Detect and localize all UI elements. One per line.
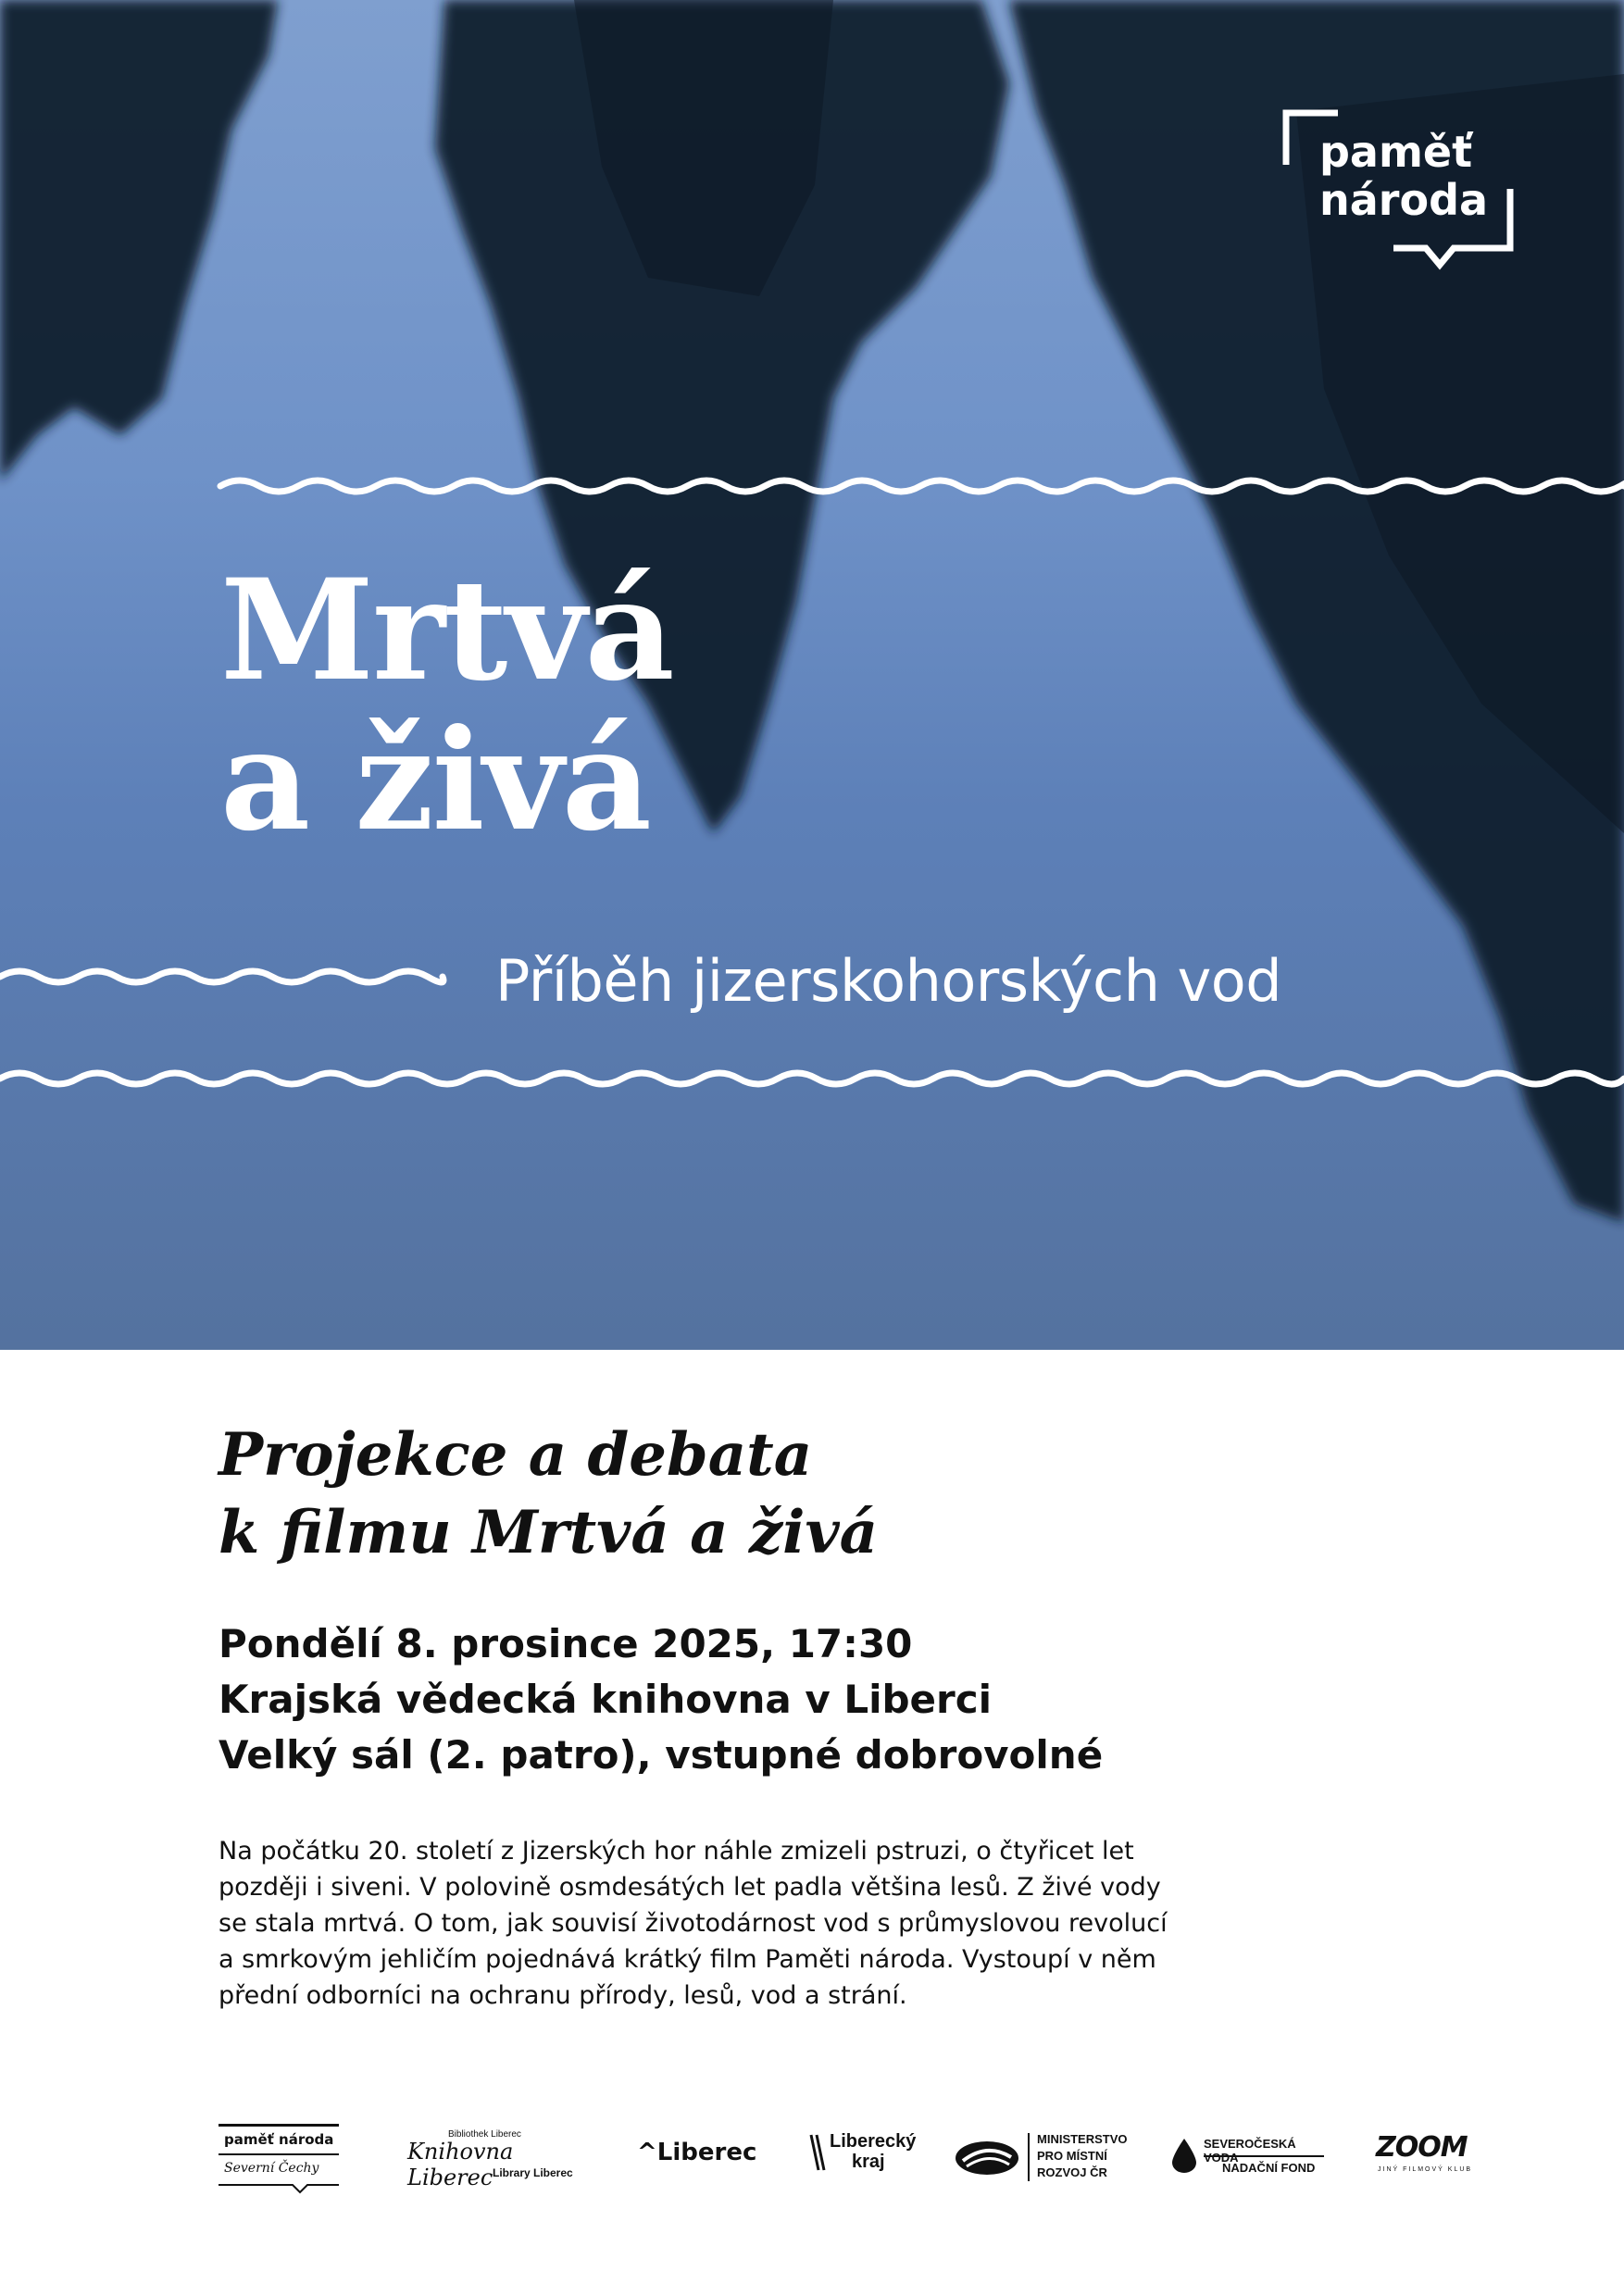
event-venue: Krajská vědecká knihovna v Liberci — [219, 1677, 993, 1722]
title-line-2: a živá — [220, 699, 650, 862]
partner-mmr-line-3: ROZVOJ ČR — [1037, 2165, 1107, 2179]
partner-knihovna-sub: Library Liberec — [493, 2166, 573, 2179]
kraj-mark-icon — [809, 2133, 828, 2174]
logo-line-1: paměť — [1319, 127, 1473, 177]
partner-pamet-naroda — [219, 2124, 339, 2198]
partner-kraj-line-1: Liberecký — [830, 2131, 917, 2152]
description-line: se stala mrtvá. O tom, jak souvisí životodárnost vod s průmyslovou revolucí — [219, 1909, 1168, 1938]
partner-mmr-line-2: PRO MÍSTNÍ — [1037, 2149, 1107, 2163]
partner-svs-line-2: NADAČNÍ FOND — [1222, 2161, 1316, 2175]
event-room: Velký sál (2. patro), vstupné dobrovolné — [219, 1732, 1104, 1778]
water-drop-icon — [1170, 2137, 1198, 2174]
wave-line-middle — [0, 971, 443, 982]
description-line: později i siveni. V polovině osmdesátých let padla většina lesů. Z živé vody — [219, 1873, 1161, 1902]
partner-knihovna-liberec — [407, 2129, 583, 2190]
logo-line-2: národa — [1319, 175, 1489, 225]
description-line: Na počátku 20. století z Jizerských hor náhle zmizeli pstruzi, o čtyřicet let — [219, 1837, 1134, 1866]
partner-mmr-line-1: MINISTERSTVO — [1037, 2132, 1128, 2146]
event-date-time: Pondělí 8. prosince 2025, 17:30 — [219, 1621, 913, 1666]
partner-knihovna-small: Bibliothek Liberec — [448, 2129, 521, 2140]
subtitle: Příběh jizerskohorských vod — [495, 947, 1282, 1015]
event-title-line-2: k filmu Mrtvá a živá — [219, 1498, 879, 1567]
partner-logos — [0, 2111, 1624, 2203]
partner-mmr — [954, 2128, 1148, 2189]
wave-line-top — [220, 480, 1624, 492]
partner-pamet-line-1: paměť národa — [224, 2131, 334, 2148]
event-title — [219, 1416, 878, 1572]
partner-liberec: ^Liberec — [637, 2139, 757, 2166]
partner-zoom-sub: JINÝ FILMOVÝ KLUB — [1378, 2166, 1473, 2173]
partner-liberecky-kraj — [809, 2129, 920, 2185]
title-line-1: Mrtvá — [220, 549, 673, 712]
event-info — [219, 1616, 1103, 1783]
partner-severoceska-voda — [1170, 2131, 1328, 2187]
mmr-emblem-icon — [954, 2137, 1020, 2179]
description-line: a smrkovým jehličím pojednává krátký film Paměti národa. Vystoupí v něm — [219, 1945, 1156, 1974]
partner-zoom — [1376, 2131, 1489, 2187]
partner-pamet-line-2: Severní Čechy — [224, 2161, 319, 2176]
description — [219, 1833, 1274, 2014]
partner-zoom-name: ZOOM — [1376, 2131, 1468, 2164]
partner-svs-line-1: SEVEROČESKÁ VODA — [1204, 2137, 1296, 2165]
description-line: přední odborníci na ochranu přírody, lesů, vod a strání. — [219, 1981, 907, 2010]
wave-line-bottom — [0, 1073, 1624, 1084]
event-title-line-1: Projekce a debata — [219, 1420, 813, 1490]
partner-kraj-line-2: kraj — [852, 2152, 885, 2172]
partner-knihovna-main: Knihovna Liberec — [407, 2139, 514, 2190]
